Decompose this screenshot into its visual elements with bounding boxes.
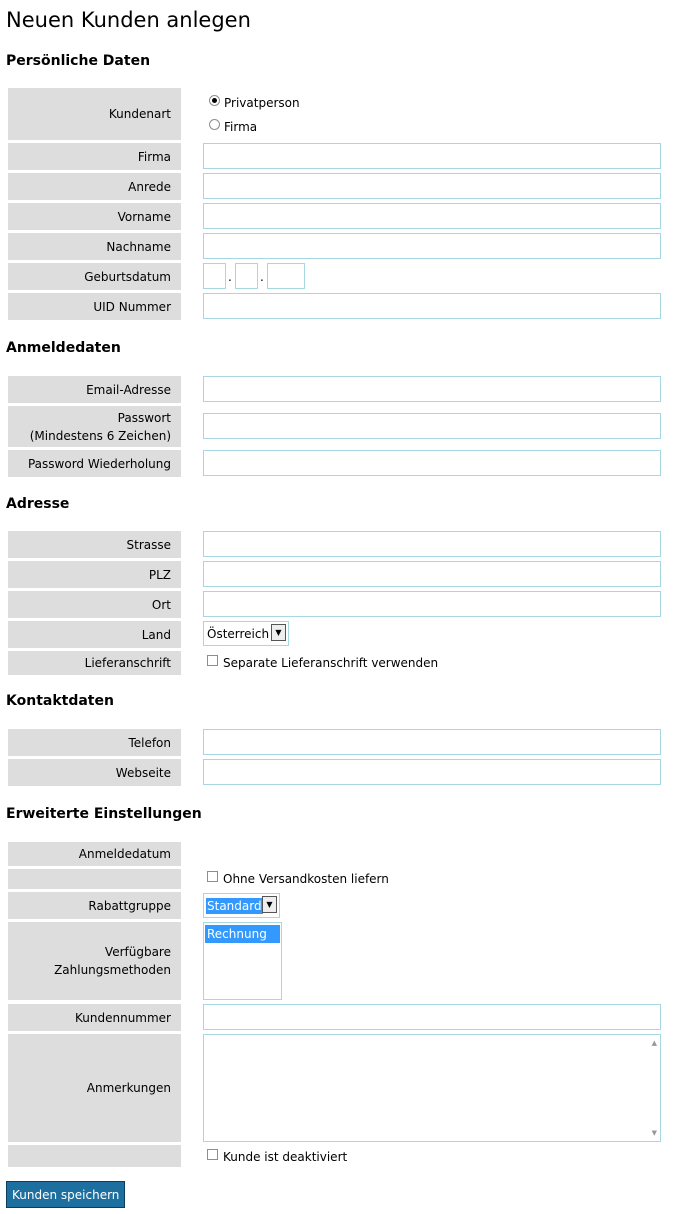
label-rabattgruppe: Rabattgruppe (8, 892, 181, 919)
geburtsdatum-month-input[interactable] (235, 263, 258, 289)
checkbox-icon[interactable] (207, 1149, 218, 1160)
chevron-down-icon[interactable]: ▼ (262, 896, 277, 913)
vorname-input[interactable] (203, 203, 661, 229)
label-plz: PLZ (8, 561, 181, 588)
firma-input[interactable] (203, 143, 661, 169)
geburtsdatum-year-input[interactable] (267, 263, 305, 289)
date-separator: . (228, 270, 232, 284)
nachname-input[interactable] (203, 233, 661, 259)
plz-input[interactable] (203, 561, 661, 587)
chevron-down-icon[interactable]: ▼ (271, 624, 286, 641)
deaktiviert-checkbox[interactable]: Kunde ist deaktiviert (207, 1150, 347, 1164)
label-kundenart: Kundenart (8, 88, 181, 140)
label-vorname: Vorname (8, 203, 181, 230)
label-anmeldedatum: Anmeldedatum (8, 842, 181, 866)
label-anmerkungen: Anmerkungen (8, 1034, 181, 1142)
anmerkungen-textarea[interactable] (203, 1034, 661, 1142)
zahlungsmethoden-listbox[interactable] (203, 922, 282, 1000)
page-title: Neuen Kunden anlegen (6, 8, 251, 32)
section-contact: Kontaktdaten (6, 693, 114, 709)
label-empty (8, 1145, 181, 1167)
radio-privatperson[interactable]: Privatperson (209, 96, 300, 110)
label-strasse: Strasse (8, 531, 181, 558)
webseite-input[interactable] (203, 759, 661, 785)
label-geburtsdatum: Geburtsdatum (8, 263, 181, 290)
section-advanced: Erweiterte Einstellungen (6, 806, 202, 822)
telefon-input[interactable] (203, 729, 661, 755)
label-passwort: Passwort (Mindestens 6 Zeichen) (8, 406, 181, 447)
versandkosten-checkbox[interactable]: Ohne Versandkosten liefern (207, 872, 389, 886)
passwort-wiederholung-input[interactable] (203, 450, 661, 476)
radio-firma-icon[interactable] (209, 119, 220, 130)
land-select[interactable]: Österreich ▼ (203, 621, 289, 646)
label-telefon: Telefon (8, 729, 181, 756)
geburtsdatum-day-input[interactable] (203, 263, 226, 289)
label-nachname: Nachname (8, 233, 181, 260)
label-email: Email-Adresse (8, 376, 181, 403)
kunden-speichern-button[interactable]: Kunden speichern (6, 1181, 125, 1208)
label-uid: UID Nummer (8, 293, 181, 320)
label-land: Land (8, 621, 181, 648)
label-passwort-wiederholung: Password Wiederholung (8, 450, 181, 477)
anrede-input[interactable] (203, 173, 661, 199)
kundennummer-input[interactable] (203, 1004, 661, 1030)
scroll-down-icon[interactable]: ▼ (651, 1129, 657, 1137)
rabattgruppe-select[interactable]: Standard ▼ (203, 893, 280, 918)
label-zahlungsmethoden: Verfügbare Zahlungsmethoden (8, 922, 181, 1000)
checkbox-icon[interactable] (207, 655, 218, 666)
radio-firma[interactable]: Firma (209, 120, 257, 134)
label-ort: Ort (8, 591, 181, 618)
scroll-up-icon[interactable]: ▲ (651, 1039, 657, 1047)
list-item[interactable]: Rechnung (205, 925, 280, 943)
section-login: Anmeldedaten (6, 340, 121, 356)
label-firma: Firma (8, 143, 181, 170)
passwort-input[interactable] (203, 413, 661, 439)
section-personal: Persönliche Daten (6, 53, 151, 69)
label-anrede: Anrede (8, 173, 181, 200)
checkbox-icon[interactable] (207, 871, 218, 882)
strasse-input[interactable] (203, 531, 661, 557)
label-kundennummer: Kundennummer (8, 1004, 181, 1031)
label-lieferanschrift: Lieferanschrift (8, 651, 181, 675)
lieferanschrift-checkbox[interactable]: Separate Lieferanschrift verwenden (207, 656, 438, 670)
section-address: Adresse (6, 496, 70, 512)
email-input[interactable] (203, 376, 661, 402)
radio-privatperson-icon[interactable] (209, 95, 220, 106)
date-separator: . (260, 270, 264, 284)
label-empty (8, 869, 181, 889)
uid-input[interactable] (203, 293, 661, 319)
label-webseite: Webseite (8, 759, 181, 786)
ort-input[interactable] (203, 591, 661, 617)
